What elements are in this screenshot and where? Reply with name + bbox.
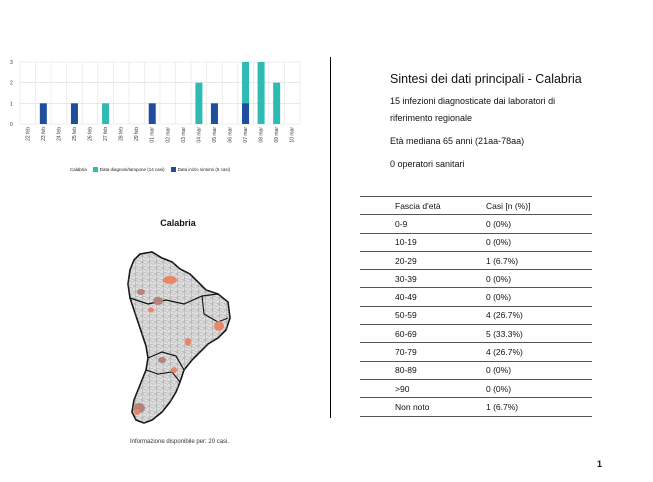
cases-cell: 0 (0%) — [449, 361, 592, 379]
cases-cell: 0 (0%) — [449, 288, 592, 306]
cases-cell: 4 (26.7%) — [449, 343, 592, 361]
legend-swatch-diagnosi — [93, 167, 98, 172]
x-tick-label: 29 feb — [134, 127, 141, 141]
age-range-cell: 30-39 — [360, 270, 449, 288]
map-hotspot — [148, 308, 154, 313]
y-tick-label: 1 — [10, 101, 13, 108]
x-tick-label: 23 feb — [40, 127, 47, 141]
table-row — [360, 306, 592, 324]
x-tick-label: 06 mar — [227, 127, 234, 143]
x-tick-label: 08 mar — [258, 127, 265, 143]
table-row — [360, 233, 592, 251]
legend-title: Calabria — [70, 167, 87, 173]
bar-diagnosi — [102, 103, 109, 124]
legend-swatch-sintomi — [171, 167, 176, 172]
x-tick-label: 28 feb — [118, 127, 125, 141]
summary-panel — [390, 72, 620, 173]
x-tick-label: 27 feb — [103, 127, 110, 141]
table-row — [360, 288, 592, 306]
infections-line-1: 15 infezioni diagnosticate dai laboratori di — [390, 96, 556, 106]
x-tick-label: 02 mar — [165, 127, 172, 143]
summary-title: Sintesi dei dati principali - Calabria — [390, 72, 582, 86]
header-age-range: Fascia d'età — [360, 197, 449, 215]
infections-line-2: riferimento regionale — [390, 113, 473, 123]
table-row — [360, 251, 592, 269]
chart-legend — [70, 167, 230, 172]
x-tick-label: 22 feb — [25, 127, 32, 141]
bar-diagnosi — [273, 83, 280, 124]
x-tick-label: 26 feb — [87, 127, 94, 141]
age-range-cell: 60-69 — [360, 325, 449, 343]
x-tick-label: 07 mar — [243, 126, 250, 143]
x-tick-label: 09 mar — [274, 127, 281, 143]
table-row — [360, 270, 592, 288]
bar-diagnosi — [258, 62, 265, 124]
table-row — [360, 343, 592, 361]
bar-sintomi — [149, 103, 156, 124]
table-row — [360, 215, 592, 233]
legend-item-diagnosi: Data diagnosi/tampone (14 casi) — [93, 167, 165, 172]
map-hotspot — [214, 321, 224, 331]
x-tick-label: 04 mar — [196, 127, 203, 143]
age-range-cell: 40-49 — [360, 288, 449, 306]
map-hotspot — [153, 297, 163, 305]
cases-cell: 1 (6.7%) — [449, 398, 592, 416]
header-cases: Casi [n (%)] — [449, 197, 592, 215]
table-row — [360, 379, 592, 397]
x-tick-label: 05 mar — [211, 127, 218, 143]
map-hotspot — [158, 357, 166, 363]
y-tick-label: 3 — [10, 60, 13, 66]
health-workers: 0 operatori sanitari — [390, 159, 465, 169]
map-title: Calabria — [160, 218, 196, 228]
info-note: Informazione disponibile per: 20 casi. — [130, 439, 230, 445]
x-tick-label: 01 mar — [149, 127, 156, 143]
y-tick-label: 0 — [10, 122, 13, 128]
bar-sintomi — [242, 103, 249, 124]
bar-sintomi — [71, 103, 78, 124]
age-range-cell: 50-59 — [360, 306, 449, 324]
age-range-cell: 0-9 — [360, 215, 449, 233]
municipality-mesh — [128, 252, 230, 423]
cases-cell: 5 (33.3%) — [449, 325, 592, 343]
table-row — [360, 325, 592, 343]
x-tick-label: 25 feb — [71, 127, 78, 141]
cases-cell: 0 (0%) — [449, 215, 592, 233]
bar-diagnosi — [195, 83, 202, 124]
x-tick-label: 24 feb — [56, 127, 63, 141]
map-hotspot — [185, 338, 191, 346]
age-range-cell: 20-29 — [360, 251, 449, 269]
x-tick-label: 03 mar — [180, 127, 187, 143]
age-range-cell: 80-89 — [360, 361, 449, 379]
age-table-header — [360, 197, 592, 215]
cases-cell: 0 (0%) — [449, 270, 592, 288]
age-range-cell: >90 — [360, 379, 449, 397]
column-divider — [330, 57, 331, 418]
cases-cell: 0 (0%) — [449, 379, 592, 397]
bar-sintomi — [40, 103, 47, 124]
age-range-cell: 70-79 — [360, 343, 449, 361]
age-range-cell: 10-19 — [360, 233, 449, 251]
cases-cell: 1 (6.7%) — [449, 251, 592, 269]
cases-cell: 4 (26.7%) — [449, 306, 592, 324]
age-range-cell: Non noto — [360, 398, 449, 416]
table-row — [360, 398, 592, 416]
map-hotspot — [171, 367, 177, 373]
age-table — [360, 196, 592, 417]
legend-item-sintomi: Data inizio sintomi (5 casi) — [171, 167, 231, 172]
map-hotspot — [137, 289, 145, 295]
map-hotspot — [163, 276, 177, 284]
page-number: 1 — [597, 459, 603, 469]
table-row — [360, 361, 592, 379]
calabria-map — [118, 232, 238, 432]
map-hotspot — [134, 409, 140, 415]
x-tick-label: 10 mar — [289, 127, 296, 143]
bar-sintomi — [211, 103, 218, 124]
y-tick-label: 2 — [10, 80, 13, 87]
median-age: Età mediana 65 anni (21aa-78aa) — [390, 136, 525, 146]
cases-cell: 0 (0%) — [449, 233, 592, 251]
